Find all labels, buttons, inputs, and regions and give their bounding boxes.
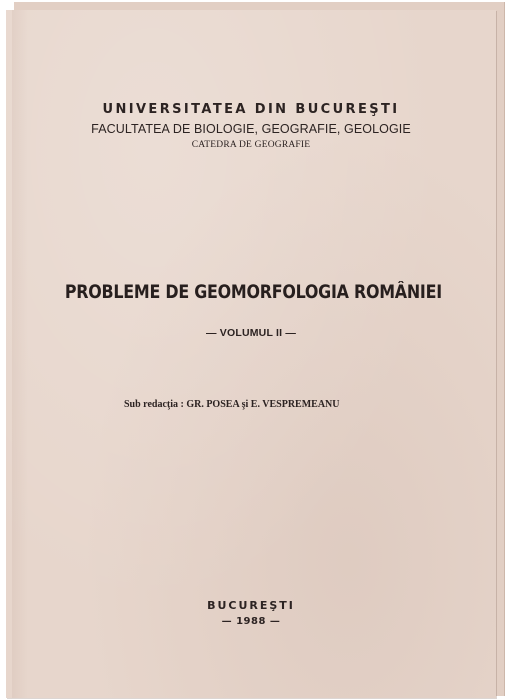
volume-label: — VOLUMUL II — — [205, 327, 297, 339]
editors-line: Sub redacţia : GR. POSEA şi E. VESPREMEANU — [124, 399, 340, 410]
faculty-name: FACULTATEA DE BIOLOGIE, GEOGRAFIE, GEOLOGIE — [91, 122, 411, 136]
publication-city: BUCUREŞTI — [207, 599, 295, 612]
department-name: CATEDRA DE GEOGRAFIE — [191, 140, 311, 150]
publication-year: — 1988 — — [221, 616, 281, 627]
front-cover — [6, 10, 496, 698]
university-name: UNIVERSITATEA DIN BUCUREŞTI — [102, 102, 400, 117]
book-title: PROBLEME DE GEOMORFOLOGIA ROMÂNIEI — [64, 282, 442, 303]
